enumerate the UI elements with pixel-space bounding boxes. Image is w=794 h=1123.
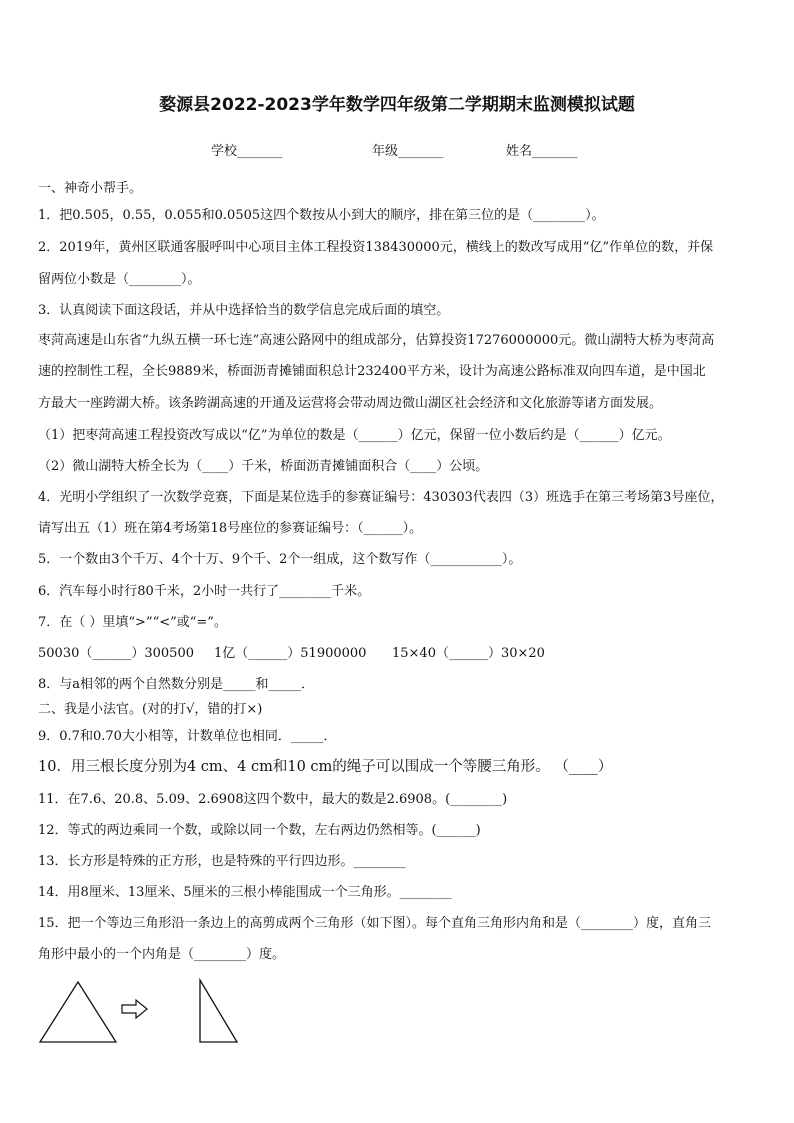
question-15-line-1: 15．把一个等边三角形沿一条边上的高剪成两个三角形（如下图）。每个直角三角形内角和是（________）度，直角三: [38, 916, 712, 931]
question-12: 12．等式的两边乘同一个数，或除以同一个数，左右两边仍然相等。(______): [38, 823, 481, 838]
school-field[interactable]: 学校_______: [211, 144, 283, 159]
question-9: 9．0.7和0.70大小相等，计数单位也相同．_____．: [38, 729, 337, 744]
question-8: 8．与a相邻的两个自然数分别是_____和_____．: [38, 677, 315, 692]
question-6: 6．汽车每小时行80千米，2小时一共行了________千米。: [38, 584, 371, 599]
page-title: 婺源县2022-2023学年数学四年级第二学期期末监测模拟试题: [159, 95, 635, 115]
question-2-line-2: 留两位小数是（________）。: [38, 272, 201, 287]
question-3-sub-1: （1）把枣菏高速工程投资改写成以“亿”为单位的数是（______）亿元，保留一位小数后约是（______）亿元。: [38, 428, 671, 443]
name-field[interactable]: 姓名_______: [506, 144, 578, 159]
question-3-paragraph-2: 速的控制性工程，全长9889米，桥面沥青摊铺面积总计232400平方米，设计为高速公路标准双向四车道，是中国北: [38, 364, 706, 379]
grade-field[interactable]: 年级_______: [372, 144, 444, 159]
question-14: 14．用8厘米、13厘米、5厘米的三根小棒能围成一个三角形。________: [38, 885, 452, 900]
question-7: 7．在（ ）里填“>”“<”或“=”。: [38, 615, 227, 630]
question-3-paragraph-3: 方最大一座跨湖大桥。该条跨湖高速的开通及运营将会带动周边微山湖区社会经济和文化旅游等诸方面发展。: [38, 396, 663, 411]
section-heading-1: 一、神奇小帮手。: [38, 181, 143, 196]
question-3-sub-2: （2）微山湖特大桥全长为（____）千米，桥面沥青摊铺面积合（____）公顷。: [38, 459, 489, 474]
question-7-item-2: 1亿（______）51900000: [214, 646, 367, 661]
question-15-line-2: 角形中最小的一个内角是（________）度。: [38, 947, 286, 962]
triangle-figure: [30, 975, 260, 1050]
right-triangle: [200, 980, 237, 1042]
question-3-intro: 3．认真阅读下面这段话，并从中选择恰当的数学信息完成后面的填空。: [38, 303, 450, 318]
question-5: 5．一个数由3个千万、4个十万、9个千、2个一组成，这个数写作（___________）。: [38, 552, 522, 567]
question-3-paragraph-1: 枣菏高速是山东省“九纵五横一环七连”高速公路网中的组成部分，估算投资17276000000元。微山湖特大桥为枣菏高: [38, 333, 715, 348]
question-2-line-1: 2．2019年，黄州区联通客服呼叫中心项目主体工程投资138430000元，横线上的数改写成用“亿”作单位的数，并保: [38, 240, 714, 255]
question-10: 10．用三根长度分别为4 cm、4 cm和10 cm的绳子可以围成一个等腰三角形。 （____）: [38, 759, 613, 775]
equilateral-triangle: [40, 982, 116, 1042]
question-7-item-3: 15×40（______）30×20: [392, 646, 545, 661]
question-4-line-2: 请写出五（1）班在第4考场第18号座位的参赛证编号：（______）。: [38, 521, 423, 536]
question-7-item-1: 50030（______）300500: [38, 646, 194, 661]
question-1: 1．把0.505，0.55，0.055和0.0505这四个数按从小到大的顺序，排在第三位的是（________）。: [38, 208, 605, 223]
question-11: 11．在7.6、20.8、5.09、2.6908这四个数中，最大的数是2.6908。(________): [38, 792, 508, 807]
question-4-line-1: 4．光明小学组织了一次数学竞赛，下面是某位选手的参赛证编号：430303代表四（3）班选手在第三考场第3号座位，: [38, 490, 724, 505]
right-arrow-icon: [122, 1000, 147, 1018]
question-13: 13．长方形是特殊的正方形，也是特殊的平行四边形。________: [38, 854, 406, 869]
section-heading-2: 二、我是小法官。(对的打√，错的打×): [38, 702, 263, 717]
